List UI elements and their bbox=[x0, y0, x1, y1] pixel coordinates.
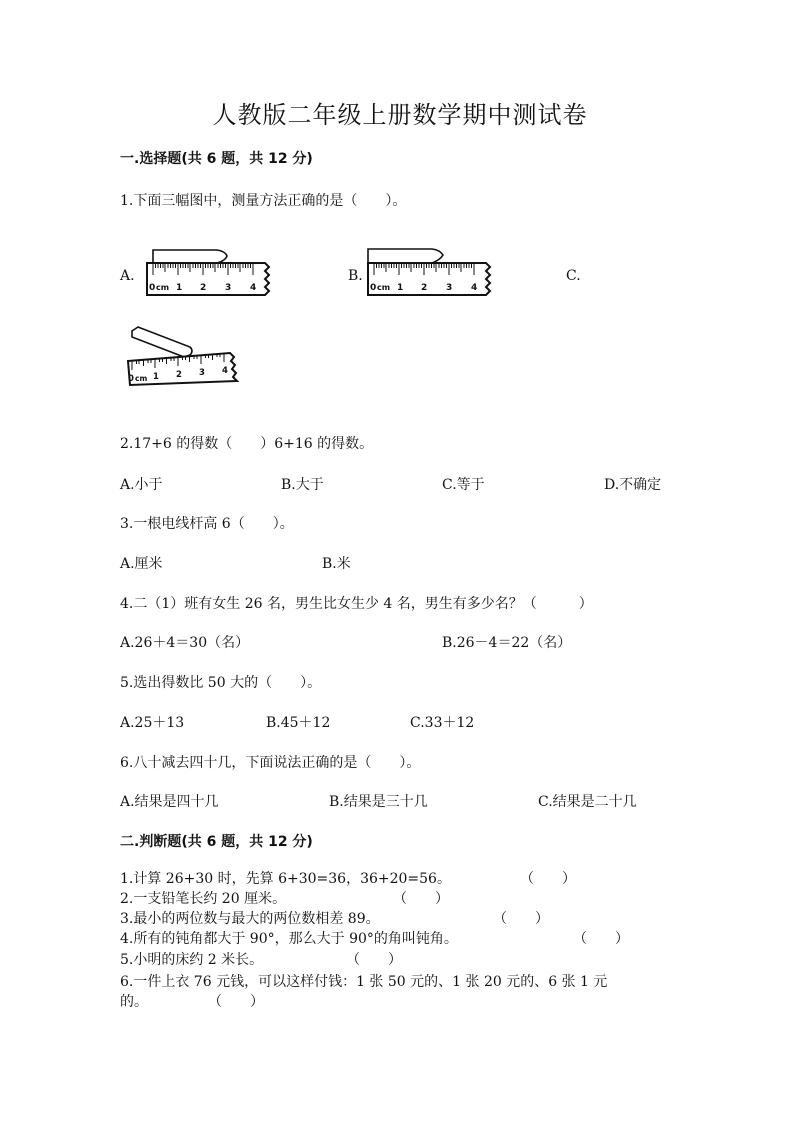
q1-option-b: B. bbox=[348, 268, 363, 284]
judgment-item-2 bbox=[120, 890, 286, 910]
q2-option-d: D.不确定 bbox=[604, 477, 662, 493]
ruler-a-tick-0: 0 bbox=[149, 283, 156, 293]
judgment-4-text: 4.所有的钝角都大于 90°，那么大于 90°的角叫钝角。 bbox=[120, 931, 458, 947]
judgment-2-blank: （ ） bbox=[393, 891, 449, 907]
q1-option-a: A. bbox=[120, 268, 135, 284]
judgment-3-text: 3.最小的两位数与最大的两位数相差 89。 bbox=[120, 911, 380, 927]
judgment-1-text: 1.计算 26+30 时，先算 6+30=36，36+20=56。 bbox=[120, 871, 451, 887]
judgment-item-5 bbox=[120, 951, 263, 971]
question-1: 1.下面三幅图中，测量方法正确的是（ ）。 bbox=[120, 193, 407, 209]
q5-option-a: A.25＋13 bbox=[120, 715, 185, 731]
section-heading-choice: 一.选择题(共 6 题，共 12 分) bbox=[120, 151, 313, 167]
ruler-figure-b bbox=[366, 245, 501, 300]
question-3: 3.一根电线杆高 6（ ）。 bbox=[120, 516, 294, 532]
ruler-b-tick-1: 1 bbox=[397, 283, 404, 293]
judgment-item-3 bbox=[120, 910, 380, 930]
q6-option-b: B.结果是三十几 bbox=[329, 794, 428, 810]
q2-option-a: A.小于 bbox=[120, 477, 163, 493]
judgment-1-blank: （ ） bbox=[520, 871, 576, 887]
ruler-c-tick-2: 2 bbox=[176, 370, 182, 380]
ruler-b-tick-2: 2 bbox=[421, 283, 428, 293]
judgment-3-blank: （ ） bbox=[493, 911, 549, 927]
ruler-a-tick-1: 1 bbox=[176, 283, 183, 293]
q4-option-b: B.26－4＝22（名） bbox=[442, 635, 572, 651]
q5-option-b: B.45＋12 bbox=[266, 715, 331, 731]
ruler-c-tick-3: 3 bbox=[199, 368, 205, 378]
question-4: 4.二（1）班有女生 26 名，男生比女生少 4 名，男生有多少名？（ ） bbox=[120, 596, 593, 612]
ruler-b-tick-0: 0 bbox=[370, 283, 377, 293]
ruler-b-tick-3: 3 bbox=[446, 283, 453, 293]
ruler-c-unit: cm bbox=[135, 374, 148, 383]
section-heading-judgment: 二.判断题(共 6 题，共 12 分) bbox=[120, 834, 313, 850]
question-2: 2.17+6 的得数（ ）6+16 的得数。 bbox=[120, 436, 374, 452]
ruler-a-tick-4: 4 bbox=[250, 283, 257, 293]
ruler-a-unit: cm bbox=[156, 283, 170, 292]
ruler-a-tick-2: 2 bbox=[200, 283, 207, 293]
q5-option-c: C.33＋12 bbox=[410, 715, 475, 731]
judgment-5-blank: （ ） bbox=[346, 952, 402, 968]
judgment-6-text-cont: 的。 bbox=[120, 994, 148, 1010]
q6-option-a: A.结果是四十几 bbox=[120, 794, 219, 810]
q3-option-a: A.厘米 bbox=[120, 556, 163, 572]
judgment-5-text: 5.小明的床约 2 米长。 bbox=[120, 952, 264, 968]
ruler-b-tick-4: 4 bbox=[471, 283, 478, 293]
judgment-item-4 bbox=[120, 930, 458, 950]
q6-option-c: C.结果是二十几 bbox=[538, 794, 637, 810]
ruler-figure-c bbox=[124, 325, 244, 390]
ruler-c-tick-0: 0 bbox=[128, 374, 134, 384]
judgment-6-text: 6.一件上衣 76 元钱，可以这样付钱：1 张 50 元的、1 张 20 元的、6 张 1 元 bbox=[120, 974, 608, 990]
judgment-item-1 bbox=[120, 870, 451, 890]
question-5: 5.选出得数比 50 大的（ ）。 bbox=[120, 675, 322, 691]
page-title: 人教版二年级上册数学期中测试卷 bbox=[212, 101, 588, 129]
q3-option-b: B.米 bbox=[322, 556, 351, 572]
judgment-6-blank: （ ） bbox=[208, 994, 264, 1010]
ruler-a-tick-3: 3 bbox=[225, 283, 232, 293]
ruler-figure-a bbox=[145, 245, 280, 300]
ruler-c-tick-1: 1 bbox=[153, 372, 159, 382]
q1-option-c: C. bbox=[566, 268, 581, 284]
q2-option-b: B.大于 bbox=[281, 477, 324, 493]
ruler-b-unit: cm bbox=[377, 283, 391, 292]
judgment-4-blank: （ ） bbox=[573, 931, 629, 947]
judgment-2-text: 2.一支铅笔长约 20 厘米。 bbox=[120, 891, 287, 907]
q4-option-a: A.26＋4＝30（名） bbox=[120, 635, 250, 651]
question-6: 6.八十减去四十几，下面说法正确的是（ ）。 bbox=[120, 755, 421, 771]
judgment-item-6 bbox=[120, 973, 607, 993]
q2-option-c: C.等于 bbox=[442, 477, 485, 493]
ruler-c-tick-4: 4 bbox=[222, 366, 228, 376]
